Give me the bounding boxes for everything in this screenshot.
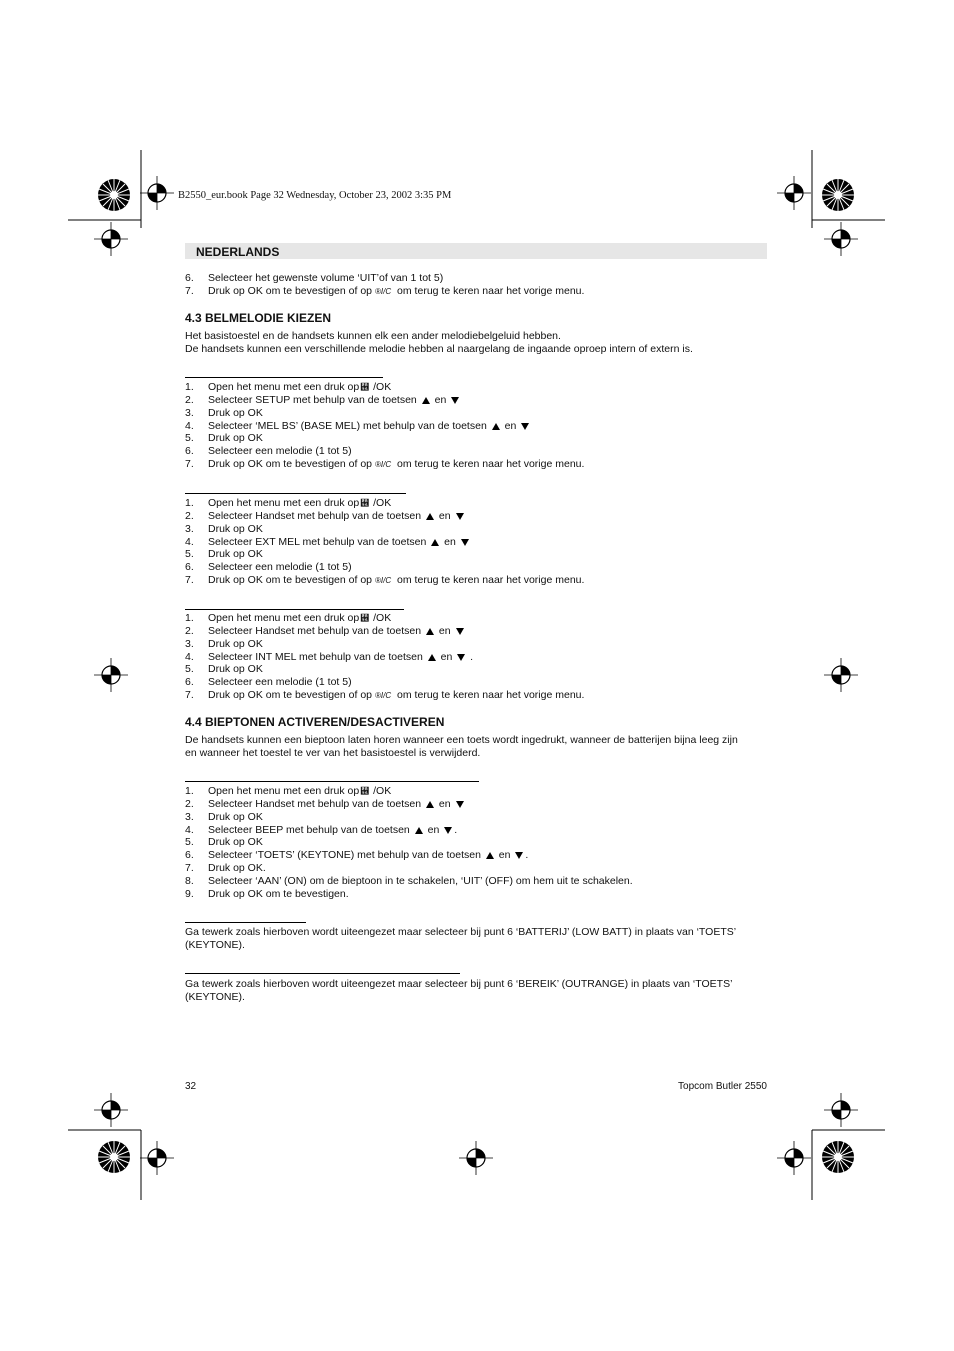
item-number: 2. — [185, 797, 194, 810]
triangle-up-icon — [492, 423, 500, 430]
beep-list — [185, 785, 770, 901]
triangle-up-icon — [486, 852, 494, 859]
list-item — [185, 381, 770, 394]
subheading-rule — [185, 377, 383, 378]
triangle-down-icon — [521, 423, 529, 430]
item-text: Selecteer SETUP met behulp van de toetsen — [208, 393, 417, 406]
item-number: 6. — [185, 561, 194, 574]
internal-melody-list — [185, 612, 770, 702]
list-item — [185, 523, 770, 536]
list-item — [185, 394, 770, 407]
subheading-rule — [185, 922, 306, 923]
subheading-rule — [185, 781, 479, 782]
list-item — [185, 420, 770, 433]
intro-line: en wanneer het toestel te ver van het basistoestel is verwijderd. — [185, 747, 481, 759]
base-melody-list — [185, 381, 770, 471]
list-item — [185, 625, 770, 638]
item-text: Druk op OK — [208, 548, 263, 561]
item-number: 1. — [185, 785, 194, 797]
external-melody-list — [185, 497, 770, 587]
page-number: 32 — [185, 1081, 197, 1092]
item-text: Druk op OK om te bevestigen of op — [208, 689, 373, 702]
list-item — [185, 612, 770, 625]
list-item — [185, 432, 770, 445]
print-header: B2550_eur.book Page 32 Wednesday, October 23, 2002 3:35 PM — [178, 190, 452, 201]
list-item — [185, 798, 770, 811]
item-connector: en — [431, 393, 450, 406]
list-item — [185, 849, 770, 862]
item-number: 3. — [185, 522, 194, 535]
list-item — [185, 862, 770, 875]
item-text: Druk op OK om te bevestigen of op — [208, 458, 373, 471]
item-text-end: /OK — [370, 381, 392, 393]
item-text: Selecteer EXT MEL met behulp van de toetsen — [208, 535, 427, 548]
triangle-up-icon — [431, 539, 439, 546]
intercom-icon: ®I/C — [375, 691, 392, 701]
item-text: Druk op OK — [208, 522, 263, 535]
item-number: 5. — [185, 663, 194, 676]
item-number: 1. — [185, 497, 194, 509]
item-text: Druk op OK — [208, 406, 263, 419]
item-number: 1. — [185, 612, 194, 624]
section-4-3-intro — [185, 330, 770, 356]
item-number: 9. — [185, 887, 194, 900]
menu-ok-icon: ⮖ — [360, 498, 370, 508]
triangle-down-icon — [461, 539, 469, 546]
triangle-down-icon — [451, 397, 459, 404]
product-name: Topcom Butler 2550 — [678, 1081, 767, 1092]
intro-line: De handsets kunnen een verschillende melodie hebben al naargelang de ingaande oproep intern of extern is. — [185, 343, 693, 355]
low-battery-note — [185, 926, 770, 952]
item-text-end: om terug te keren naar het vorige menu. — [394, 574, 585, 587]
item-text: Selecteer een melodie (1 tot 5) — [208, 561, 352, 574]
item-number: 3. — [185, 406, 194, 419]
item-number: 4. — [185, 823, 194, 836]
list-item — [185, 407, 770, 420]
item-connector: en — [435, 624, 454, 637]
list-item — [185, 272, 770, 285]
item-end: . — [525, 849, 529, 862]
item-number: 2. — [185, 509, 194, 522]
item-end: . — [467, 650, 474, 663]
item-text: Druk op OK — [208, 637, 263, 650]
list-item — [185, 689, 770, 702]
item-number: 2. — [185, 624, 194, 637]
item-text: Open het menu met een druk op — [208, 612, 360, 624]
item-text-end: om terug te keren naar het vorige menu. — [394, 689, 585, 702]
item-text-end: /OK — [370, 612, 392, 624]
item-text: Druk op OK om te bevestigen. — [208, 887, 349, 900]
list-item — [185, 875, 770, 888]
item-text: Open het menu met een druk op — [208, 785, 360, 797]
list-item — [185, 824, 770, 837]
item-number: 3. — [185, 810, 194, 823]
item-number: 4. — [185, 650, 194, 663]
menu-ok-icon: ⮖ — [360, 613, 370, 623]
list-item — [185, 285, 770, 298]
item-text: Druk op OK — [208, 836, 263, 849]
item-text: Selecteer een melodie (1 tot 5) — [208, 445, 352, 458]
item-text: Open het menu met een druk op — [208, 497, 360, 509]
subheading-rule — [185, 609, 404, 610]
item-number: 5. — [185, 432, 194, 445]
item-number: 2. — [185, 393, 194, 406]
item-number: 7. — [185, 689, 194, 702]
subheading-rule — [185, 493, 406, 494]
triangle-down-icon — [515, 852, 523, 859]
item-number: 5. — [185, 548, 194, 561]
triangle-down-icon — [456, 628, 464, 635]
list-item — [185, 888, 770, 901]
item-text: Selecteer INT MEL met behulp van de toetsen — [208, 650, 423, 663]
item-number: 4. — [185, 419, 194, 432]
note-line: (KEYTONE). — [185, 939, 245, 951]
intercom-icon: ®I/C — [375, 286, 392, 296]
item-number: 1. — [185, 381, 194, 393]
item-text: Selecteer Handset met behulp van de toetsen — [208, 509, 422, 522]
item-text: Open het menu met een druk op — [208, 381, 360, 393]
out-of-range-note — [185, 978, 770, 1004]
list-item — [185, 836, 770, 849]
list-item — [185, 497, 770, 510]
triangle-up-icon — [426, 513, 434, 520]
triangle-up-icon — [422, 397, 430, 404]
triangle-up-icon — [426, 801, 434, 808]
language-title: NEDERLANDS — [196, 245, 280, 259]
menu-ok-icon: ⮖ — [360, 382, 370, 392]
triangle-down-icon — [457, 654, 465, 661]
triangle-down-icon — [444, 827, 452, 834]
item-text: Selecteer BEEP met behulp van de toetsen — [208, 823, 410, 836]
item-number: 5. — [185, 836, 194, 849]
item-text: Selecteer ‘MEL BS’ (BASE MEL) met behulp van de toetsen — [208, 419, 487, 432]
list-item — [185, 510, 770, 523]
item-text: Druk op OK — [208, 663, 263, 676]
item-text: Selecteer een melodie (1 tot 5) — [208, 676, 352, 689]
item-text-end: /OK — [370, 785, 392, 797]
intercom-icon: ®I/C — [375, 460, 392, 470]
note-line: Ga tewerk zoals hierboven wordt uiteengezet maar selecteer bij punt 6 ‘BEREIK’ (OUTRANGE) in plaats van ‘TOETS’ — [185, 978, 733, 990]
list-item — [185, 811, 770, 824]
item-text: Selecteer Handset met behulp van de toetsen — [208, 624, 422, 637]
item-number: 6. — [185, 676, 194, 689]
item-text: Selecteer ‘AAN’ (ON) om de bieptoon in te schakelen, ‘UIT’ (OFF) om hem uit te schakelen. — [208, 874, 633, 887]
section-4-3-title: 4.3 BELMELODIE KIEZEN — [185, 311, 332, 325]
item-connector: en — [441, 535, 459, 548]
item-connector: en — [495, 849, 514, 862]
item-connector: en — [435, 509, 454, 522]
item-connector: en — [424, 823, 443, 836]
list-item — [185, 785, 770, 798]
intro-line: Het basistoestel en de handsets kunnen elk een ander melodiebelgeluid hebben. — [185, 330, 561, 342]
item-number: 6. — [185, 849, 194, 862]
subheading-rule — [185, 973, 460, 974]
item-number: 3. — [185, 637, 194, 650]
list-item — [185, 561, 770, 574]
item-end: . — [454, 823, 458, 836]
item-number: 7. — [185, 862, 194, 875]
item-text: Druk op OK. — [208, 862, 266, 875]
item-connector: en — [435, 797, 454, 810]
item-connector: en — [501, 419, 520, 432]
item-text: Druk op OK — [208, 432, 263, 445]
list-item — [185, 638, 770, 651]
top-list — [185, 272, 770, 298]
list-item — [185, 548, 770, 561]
item-text: Selecteer Handset met behulp van de toetsen — [208, 797, 422, 810]
list-item — [185, 458, 770, 471]
triangle-up-icon — [415, 827, 423, 834]
item-number: 7. — [185, 574, 194, 587]
list-item — [185, 663, 770, 676]
item-connector: en — [437, 650, 456, 663]
item-text: Druk op OK om te bevestigen of op — [208, 574, 373, 587]
item-text-end: /OK — [370, 497, 392, 509]
triangle-down-icon — [456, 513, 464, 520]
list-item — [185, 536, 770, 549]
item-number: 4. — [185, 535, 194, 548]
item-text: Selecteer ‘TOETS’ (KEYTONE) met behulp van de toetsen — [208, 849, 481, 862]
item-text-end: om terug te keren naar het vorige menu. — [394, 458, 585, 471]
list-item — [185, 574, 770, 587]
intercom-icon: ®I/C — [375, 576, 392, 586]
list-item — [185, 445, 770, 458]
section-4-4-intro — [185, 734, 770, 760]
item-text-end: om terug te keren naar het vorige menu. — [394, 284, 585, 297]
item-text: Druk op OK om te bevestigen of op — [208, 284, 373, 297]
menu-ok-icon: ⮖ — [360, 786, 370, 796]
list-item — [185, 651, 770, 664]
item-number: 8. — [185, 874, 194, 887]
item-number: 7. — [185, 284, 194, 297]
item-text: Druk op OK — [208, 810, 263, 823]
intro-line: De handsets kunnen een bieptoon laten horen wanneer een toets wordt ingedrukt, wanneer de batterijen bijna leeg zijn — [185, 734, 738, 746]
list-item — [185, 676, 770, 689]
triangle-up-icon — [426, 628, 434, 635]
triangle-up-icon — [428, 654, 436, 661]
note-line: (KEYTONE). — [185, 991, 245, 1003]
triangle-down-icon — [456, 801, 464, 808]
item-number: 6. — [185, 272, 194, 284]
item-text: Selecteer het gewenste volume ‘UIT’of van 1 tot 5) — [208, 272, 444, 284]
note-line: Ga tewerk zoals hierboven wordt uiteengezet maar selecteer bij punt 6 ‘BATTERIJ’ (LOW BATT) in plaats van ‘TOETS’ — [185, 926, 737, 938]
item-number: 7. — [185, 458, 194, 471]
item-number: 6. — [185, 445, 194, 458]
section-4-4-title: 4.4 BIEPTONEN ACTIVEREN/DESACTIVEREN — [185, 715, 445, 729]
